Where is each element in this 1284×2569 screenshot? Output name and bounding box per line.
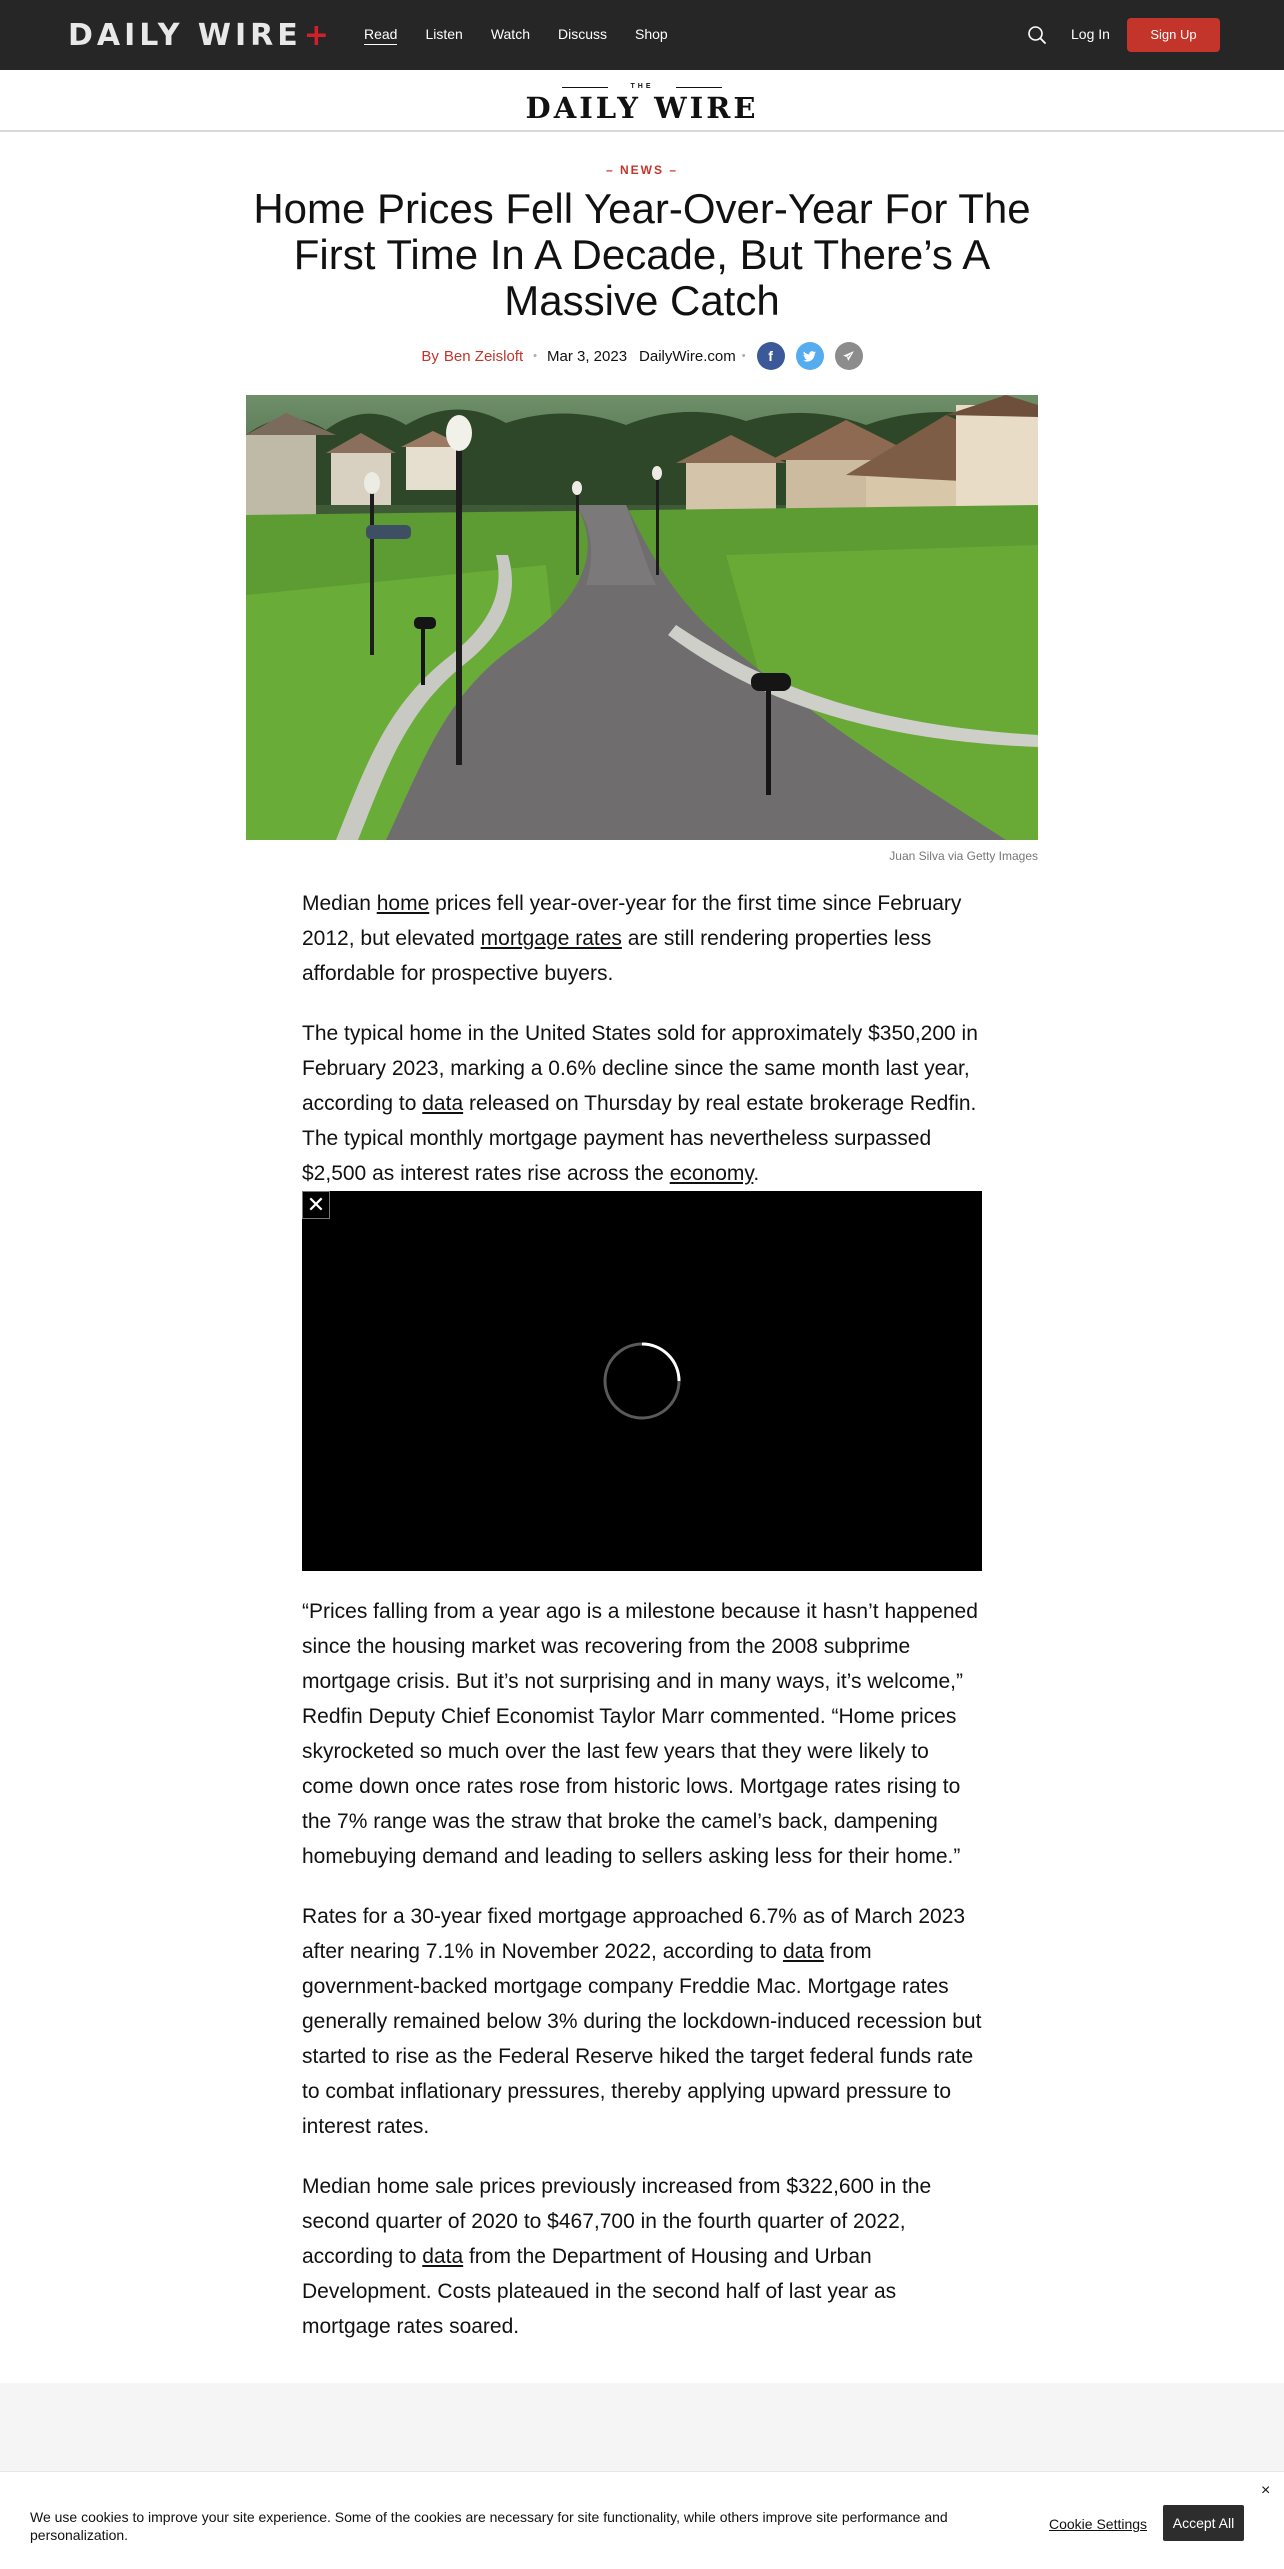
paragraph-text: are still rendering properties less affordable for prospective buyers. — [302, 927, 932, 985]
search-icon[interactable] — [1027, 25, 1047, 45]
login-link[interactable]: Log In — [1071, 26, 1110, 42]
close-icon[interactable]: × — [1261, 2482, 1271, 2499]
separator-dot: • — [533, 350, 537, 362]
cookie-settings-link[interactable]: Cookie Settings — [1049, 2516, 1148, 2532]
inline-link[interactable]: home — [376, 892, 430, 915]
source-label: DailyWire.com — [639, 347, 736, 365]
paragraph-text: from government-backed mortgage company Freddie Mac. Mortgage rates generally remained below 3% during the lockdown-induced recession but started to rise as the Federal Reserve hiked the target federal funds rate to combat inflationary pressures, thereby applying upward pressure to interest rates. — [302, 1940, 982, 2138]
masthead-the: THE — [630, 83, 654, 90]
facebook-share-icon[interactable]: f — [757, 342, 785, 370]
send-share-icon[interactable] — [835, 342, 863, 370]
body-paragraph — [302, 1016, 982, 1191]
paragraph-text: released on Thursday by real estate brokerage Redfin. The typical monthly mortgage payment has nevertheless surpassed $2,500 as interest rates rise across the — [302, 1092, 977, 1185]
paragraph-text: from the Department of Housing and Urban Development. Costs plateaued in the second half of last year as mortgage rates soared. — [302, 2245, 897, 2338]
cookie-banner — [0, 2471, 1284, 2569]
cookie-message: We use cookies to improve your site experience. Some of the cookies are necessary for site functionality, while others improve site performance and personalization. — [30, 2509, 948, 2543]
section-kicker[interactable]: – NEWS – — [605, 163, 678, 177]
author-link[interactable]: Ben Zeisloft — [443, 347, 524, 365]
loading-spinner-icon — [602, 1341, 682, 1421]
close-video-button[interactable]: ✕ — [302, 1191, 330, 1219]
inline-link[interactable]: mortgage rates — [480, 927, 622, 950]
nav-listen[interactable]: Listen — [425, 26, 463, 42]
nav-read[interactable]: Read — [364, 26, 397, 45]
body-paragraph — [302, 886, 982, 991]
video-player[interactable] — [302, 1191, 982, 1571]
byline — [0, 342, 1284, 370]
separator-dot: • — [741, 350, 746, 362]
publish-date: Mar 3, 2023 — [547, 347, 628, 365]
paragraph-text: “Prices falling from a year ago is a milestone because it hasn’t happened since the housing market was recovering from the 2008 subprime mortgage crisis. But it’s not surprising and in many ways, it’s welcome,” Redfin Deputy Chief Economist Taylor Marr commented. “Home prices skyrocketed so much over the last few years that they were likely to come down once rates rose from historic lows. Mortgage rates rising to the 7% range was the straw that broke the camel’s back, dampening homebuying demand and leading to sellers asking less for their home.” — [302, 1600, 978, 1868]
nav-discuss[interactable]: Discuss — [557, 26, 607, 42]
masthead — [0, 70, 1284, 132]
paragraph-text: prices fell year-over-year for the first time since February 2012, but elevated — [302, 892, 962, 950]
body-paragraph — [302, 2169, 982, 2344]
sign-up-button[interactable]: Sign Up — [1127, 18, 1220, 52]
body-paragraph — [302, 1594, 982, 1874]
image-credit: Juan Silva via Getty Images — [889, 849, 1038, 863]
paragraph-text: Rates for a 30-year fixed mortgage approached 6.7% as of March 2023 after nearing 7.1% in November 2022, according to — [302, 1905, 966, 1963]
paragraph-text: Median home sale prices previously increased from $322,600 in the second quarter of 2020 to $467,700 in the fourth quarter of 2022, according to — [302, 2175, 932, 2268]
accept-all-button[interactable]: Accept All — [1163, 2505, 1244, 2541]
top-nav — [0, 0, 1284, 70]
masthead-logo[interactable]: DAILY WIRE — [525, 91, 759, 125]
inline-link[interactable]: data — [782, 1940, 824, 1963]
main-nav — [364, 26, 696, 45]
twitter-share-icon[interactable] — [796, 342, 824, 370]
inline-link[interactable]: data — [422, 2245, 464, 2268]
nav-watch[interactable]: Watch — [490, 26, 530, 42]
inline-link[interactable]: economy — [669, 1162, 754, 1185]
nav-shop[interactable]: Shop — [635, 26, 668, 42]
hero-image-suburban-street — [246, 395, 1038, 840]
masthead-rule-right — [676, 87, 722, 88]
inline-link[interactable]: data — [422, 1092, 464, 1115]
paragraph-text: The typical home in the United States sold for approximately $350,200 in February 2023, marking a 0.6% decline since the same month last year, according to — [302, 1022, 978, 1115]
body-paragraph — [302, 1899, 982, 2144]
article-headline: Home Prices Fell Year-Over-Year For The First Time In A Decade, But There’s A Massive Catch — [253, 185, 1031, 324]
byline-by: By — [421, 347, 439, 365]
paragraph-text: . — [753, 1162, 760, 1185]
paragraph-text: Median — [302, 892, 377, 915]
daily-wire-plus-logo[interactable]: DAILY WIRE+ — [68, 18, 333, 53]
